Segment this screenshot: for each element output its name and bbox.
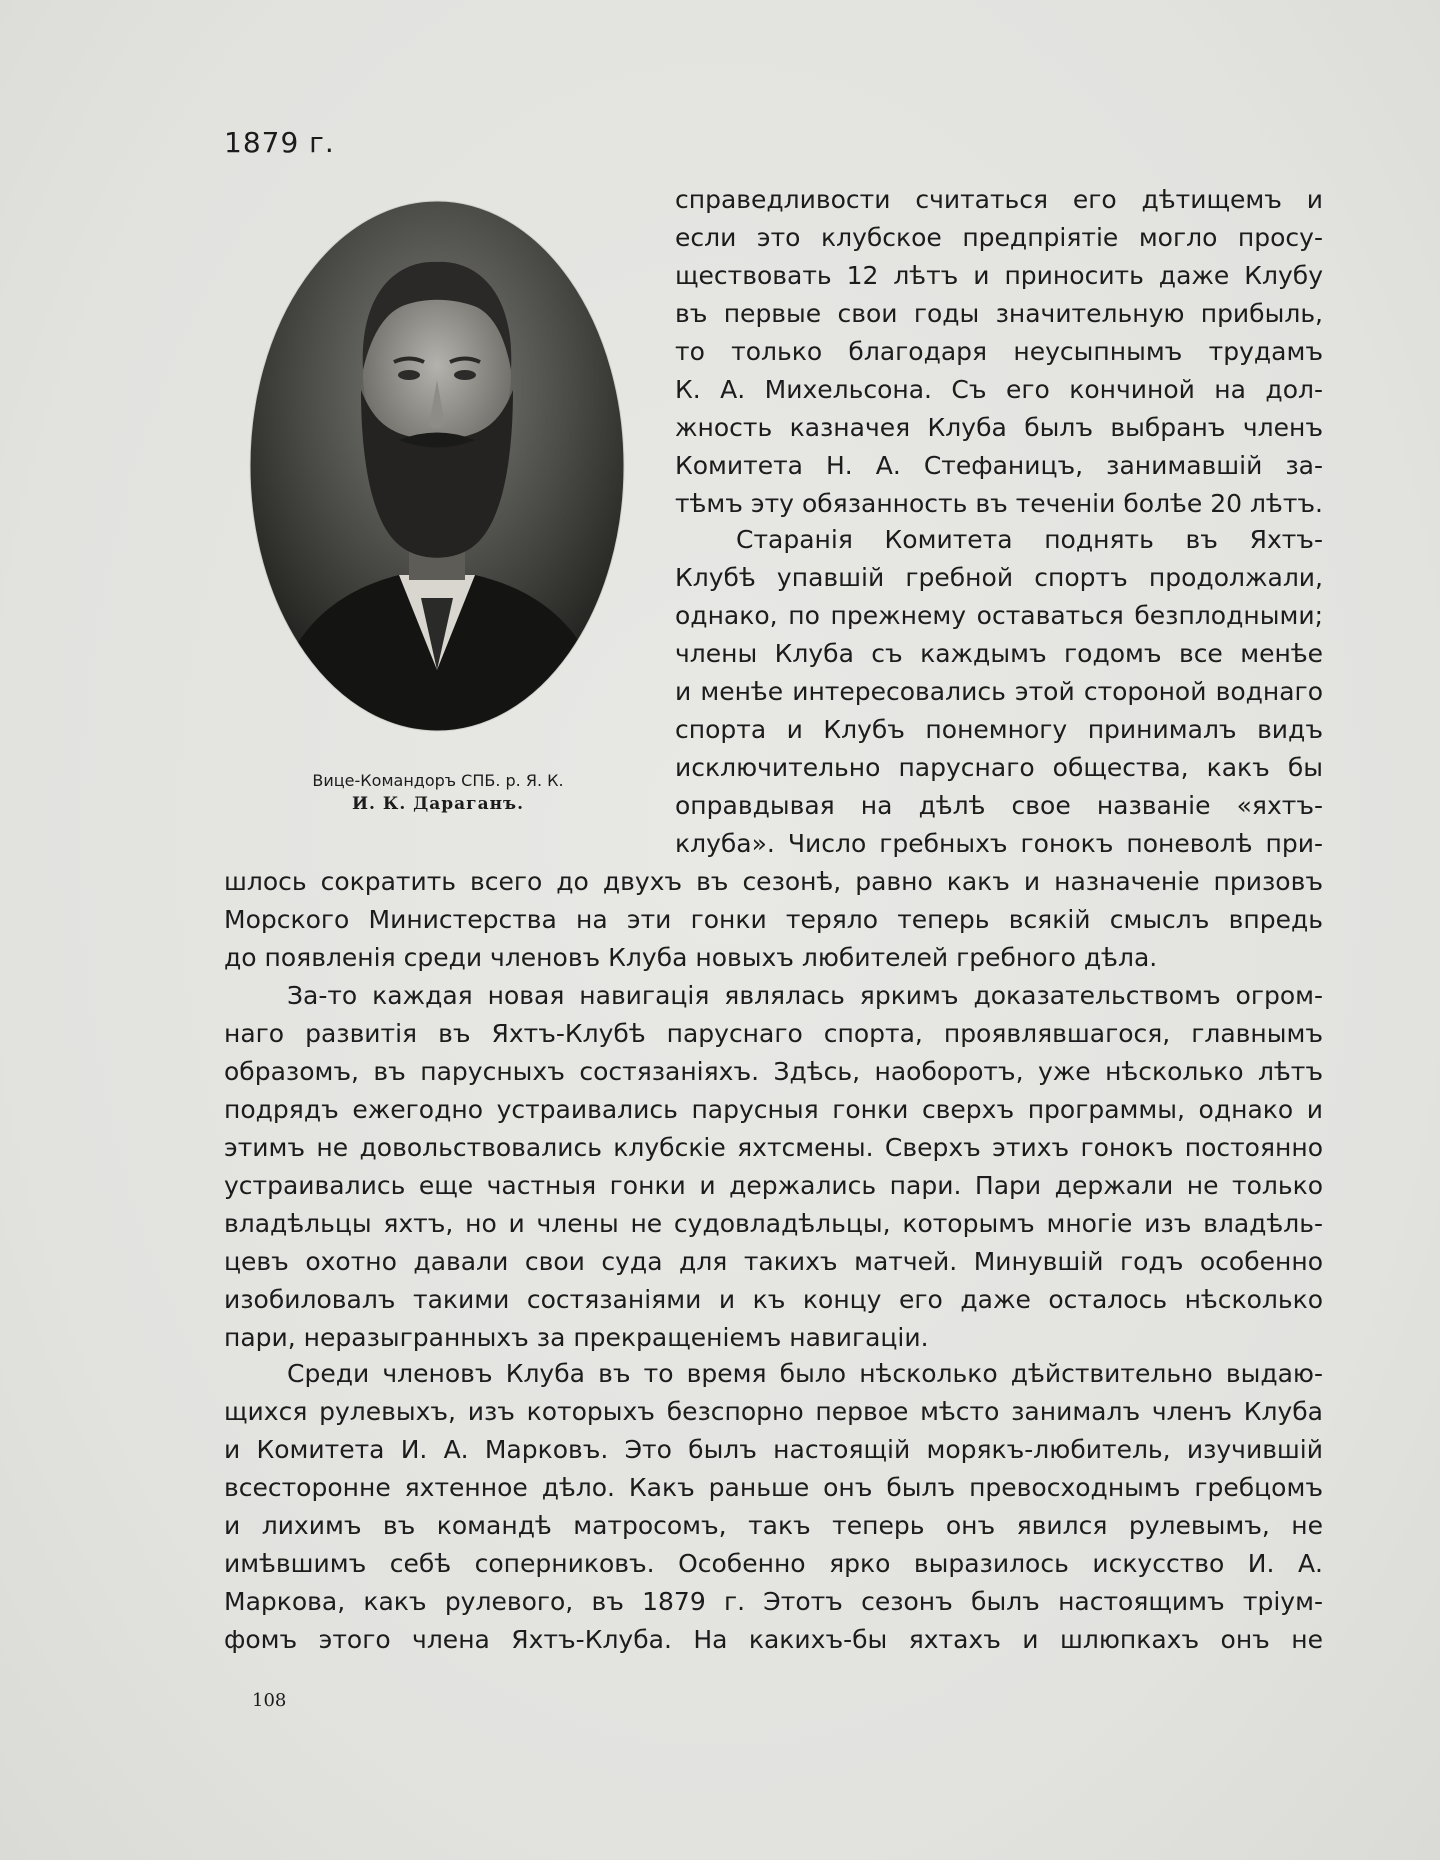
text-line: К. А. Михельсона. Съ его кончиной на дол- [675, 375, 1323, 404]
text-line: оправдывая на дѣлѣ свое названіе «яхтъ- [675, 791, 1323, 820]
text-line: если это клубское предпріятіе могло просу- [675, 223, 1323, 252]
text-line: Клубѣ упавшій гребной спортъ продолжали, [675, 563, 1323, 592]
text-line: Морского Министерства на эти гонки теряло теперь всякій смыслъ впредь [224, 905, 1323, 934]
text-line: и Комитета И. А. Марковъ. Это былъ настоящій морякъ-любитель, изучившій [224, 1435, 1323, 1464]
figure-caption-title: Вице-Командоръ СПБ. р. Я. К. [312, 771, 564, 790]
text-line: этимъ не довольствовались клубскіе яхтсмены. Сверхъ этихъ гонокъ постоянно [224, 1133, 1323, 1162]
text-line: и лихимъ въ командѣ матросомъ, такъ теперь онъ явился рулевымъ, не [224, 1511, 1323, 1540]
text-line: щихся рулевыхъ, изъ которыхъ безспорно первое мѣсто занималъ членъ Клуба [224, 1397, 1323, 1426]
text-line: до появленія среди членовъ Клуба новыхъ любителей гребного дѣла. [224, 943, 1158, 972]
text-line: то только благодаря неусыпнымъ трудамъ [675, 337, 1323, 366]
text-line: всесторонне яхтенное дѣло. Какъ раньше онъ былъ превосходнымъ гребцомъ [224, 1473, 1323, 1502]
text-line: однако, по прежнему оставаться безплодными; [675, 601, 1323, 630]
text-line: изобиловалъ такими состязаніями и къ концу его даже осталось нѣсколько [224, 1285, 1323, 1314]
text-line: ществовать 12 лѣтъ и приносить даже Клубу [675, 261, 1323, 290]
text-line: фомъ этого члена Яхтъ-Клуба. На какихъ-бы яхтахъ и шлюпкахъ онъ не [224, 1625, 1323, 1654]
text-line: Старанія Комитета поднять въ Яхтъ- [736, 525, 1323, 554]
text-line: въ первые свои годы значительную прибыль, [675, 299, 1323, 328]
text-line: За-то каждая новая навигація являлась яркимъ доказательствомъ огром- [287, 981, 1323, 1010]
text-line: имѣвшимъ себѣ соперниковъ. Особенно ярко выразилось искусство И. А. [224, 1549, 1323, 1578]
text-line: Среди членовъ Клуба въ то время было нѣсколько дѣйствительно выдаю- [287, 1359, 1323, 1388]
running-header: 1879 г. [224, 126, 335, 159]
page-number: 108 [252, 1690, 287, 1711]
text-line: исключительно паруснаго общества, какъ бы [675, 753, 1323, 782]
text-line: устраивались еще частныя гонки и держались пари. Пари держали не только [224, 1171, 1323, 1200]
text-line: Комитета Н. А. Стефаницъ, занимавшій за- [675, 451, 1323, 480]
text-line: цевъ охотно давали свои суда для такихъ матчей. Минувшій годъ особенно [224, 1247, 1323, 1276]
text-line: жность казначея Клуба былъ выбранъ членъ [675, 413, 1323, 442]
text-line: образомъ, въ парусныхъ состязаніяхъ. Здѣсь, наоборотъ, уже нѣсколько лѣтъ [224, 1057, 1323, 1086]
text-line: члены Клуба съ каждымъ годомъ все менѣе [675, 639, 1323, 668]
text-line: подрядъ ежегодно устраивались парусныя гонки сверхъ программы, однако и [224, 1095, 1323, 1124]
text-line: владѣльцы яхтъ, но и члены не судовладѣльцы, которымъ многіе изъ владѣль- [224, 1209, 1323, 1238]
text-line: справедливости считаться его дѣтищемъ и [675, 185, 1323, 214]
text-line: Маркова, какъ рулевого, въ 1879 г. Этотъ сезонъ былъ настоящимъ тріум- [224, 1587, 1323, 1616]
text-line: клуба». Число гребныхъ гонокъ поневолѣ при- [675, 829, 1323, 858]
text-line: спорта и Клубъ понемногу принималъ видъ [675, 715, 1323, 744]
text-line: шлось сократить всего до двухъ въ сезонѣ, равно какъ и назначеніе призовъ [224, 867, 1323, 896]
text-line: наго развитія въ Яхтъ-Клубѣ паруснаго спорта, проявлявшагося, главнымъ [224, 1019, 1323, 1048]
text-line: и менѣе интересовались этой стороной воднаго [675, 677, 1323, 706]
portrait-photo-icon [249, 200, 625, 732]
text-line: тѣмъ эту обязанность въ теченіи болѣе 20 лѣтъ. [675, 489, 1323, 518]
figure-caption-name: И. К. Дараганъ. [351, 794, 525, 814]
text-line: пари, неразыгранныхъ за прекращеніемъ навигаціи. [224, 1323, 929, 1352]
